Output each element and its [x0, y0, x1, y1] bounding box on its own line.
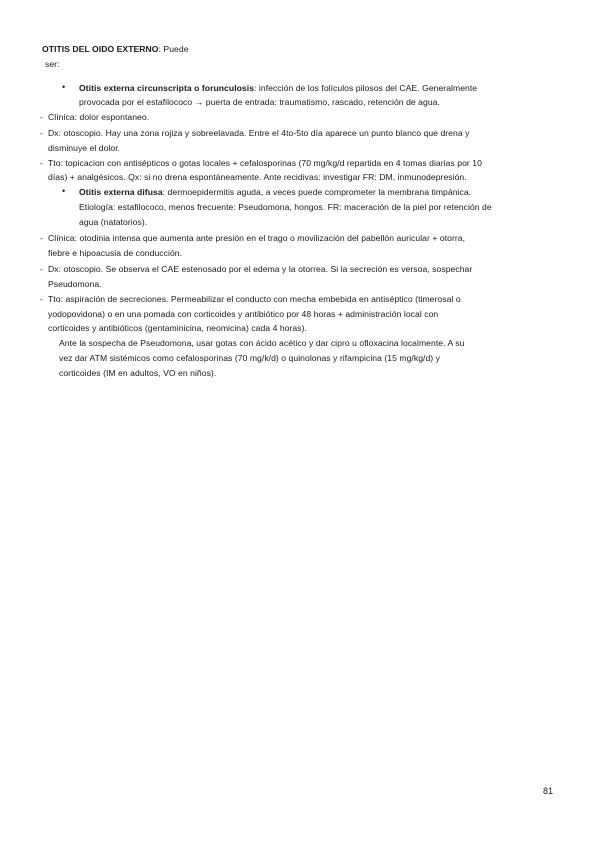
dash-3-line-2: días) + analgésicos. Qx: si no drena espontáneamente. Ante recidivas: investigar FR: DM, inmunodepresión.	[48, 172, 467, 182]
page-number: 81	[543, 786, 554, 796]
bullet-1-line-1	[79, 83, 477, 94]
dash-3-line-1: Tto: topicacion con antisépticos o gotas locales + cefalosporinas (70 mg/kg/d repartida en 4 tomas diarias por 10	[48, 158, 482, 168]
bullet-2-term: Otitis externa difusa	[79, 187, 163, 197]
dash-5-line-1: Dx: otoscopio. Se observa el CAE estenosado por el edema y la otorrea. Si la secreción es versoa, sospechar	[48, 264, 473, 274]
bullet-1-term: Otitis externa circunscripta o forunculosis	[79, 83, 255, 93]
bullet-dot: •	[62, 82, 66, 92]
dash-marker: -	[40, 264, 43, 274]
dash-6-line-3: corticoides y antibióticos (gentaminicina, neomicina) cada 4 horas).	[48, 323, 307, 333]
dash-6-line-1: Tto: aspiración de secreciones. Permeabilizar el conducto con mecha embebida en antiséptico (timerosal o	[48, 294, 461, 304]
dash-6-line-2: yodopovidona) o en una pomada con corticoides y antibiótico por 48 horas + administración local con	[48, 309, 439, 319]
bullet-1-line-2: provocada por el estafilococo → puerta de entrada: traumatismo, rascado, retención de agua.	[79, 97, 440, 107]
bullet-1-text: : infección de los folículos pilosos del CAE. Generalmente	[254, 83, 478, 93]
dash-marker: -	[40, 233, 43, 243]
section-title-bold: OTITIS DEL OIDO EXTERNO	[42, 44, 159, 54]
dash-2-line-1: Dx: otoscopio. Hay una zona rojiza y sobreelavada. Entre el 4to-5to día aparece un punto blanco que drena y	[48, 128, 470, 138]
paragraph-line-2: vez dar ATM sistémicos como cefalosporinas (70 mg/k/d) o quinolonas y rifampicina (15 mg/kg/d) y	[59, 353, 441, 363]
section-title-rest: : Puede	[158, 44, 189, 54]
section-title	[42, 44, 189, 55]
dash-marker: -	[40, 112, 43, 122]
bullet-2-text: : dermoepidermitis aguda, a veces puede comprometer la membrana timpánica.	[162, 187, 472, 197]
dash-5-line-2: Pseudomona.	[48, 279, 102, 289]
dash-4-line-2: fiebre e hipoacusia de conducción.	[48, 248, 183, 258]
paragraph-line-3: corticoides (IM en adultos, VO en niños).	[59, 368, 217, 378]
dash-2-line-2: disminuye el dolor.	[48, 143, 121, 153]
dash-marker: -	[40, 158, 43, 168]
paragraph-line-1: Ante la sospecha de Pseudomona, usar gotas con ácido acético y dar cipro u ofloxacina localmente. A su	[59, 338, 465, 348]
bullet-dot: •	[62, 186, 66, 196]
dash-marker: -	[40, 128, 43, 138]
dash-marker: -	[40, 294, 43, 304]
bullet-2-line-3: agua (natatorios).	[79, 217, 148, 227]
bullet-2-line-2: Etiología: estafilococo, menos frecuente: Pseudomona, hongos. FR: maceración de la piel por retención de	[79, 202, 492, 212]
dash-1-line-1: Clínica: dolor espontaneo.	[48, 112, 150, 122]
section-title-continuation: ser:	[45, 59, 60, 69]
dash-4-line-1: Clínica: otodinia intensa que aumenta ante presión en el trago o movilización del pabellón auricular + otorra,	[48, 233, 466, 243]
bullet-2-line-1	[79, 187, 471, 198]
